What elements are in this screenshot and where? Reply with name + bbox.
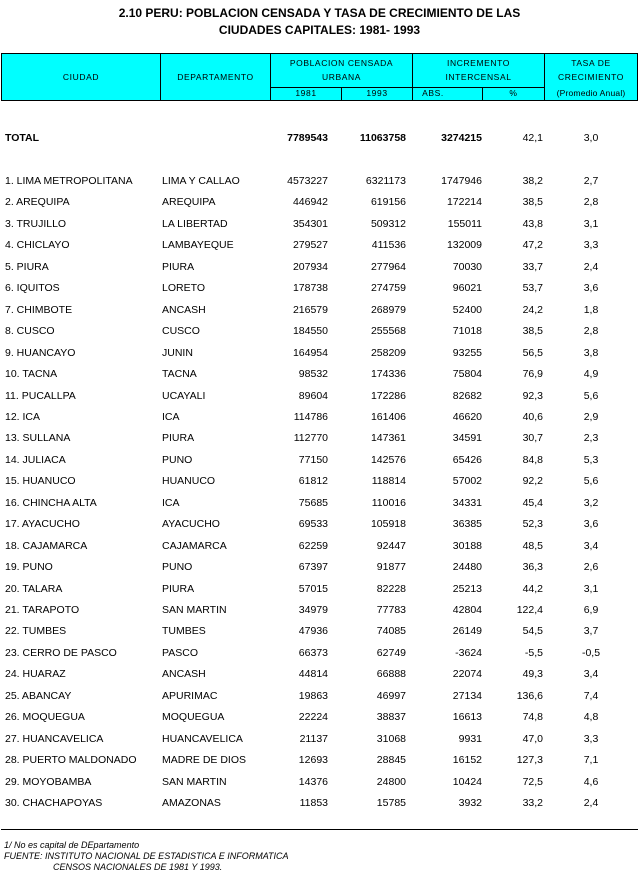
pop-1993: 91877 — [376, 561, 406, 573]
growth-rate: 5,6 — [583, 390, 599, 402]
pop-1993: 31068 — [376, 733, 406, 745]
growth-rate: 3,3 — [583, 733, 599, 745]
table-row — [0, 795, 639, 811]
header-abs: ABS. — [422, 88, 444, 98]
growth-rate: 4,6 — [583, 776, 599, 788]
growth-rate: 1,8 — [583, 304, 599, 316]
pop-1981: 12693 — [298, 754, 328, 766]
pop-1993: 77783 — [376, 604, 406, 616]
department: LORETO — [162, 282, 205, 294]
department: LA LIBERTAD — [162, 218, 228, 230]
city-name: 28. PUERTO MALDONADO — [5, 754, 137, 766]
increment-pct: 48,5 — [522, 540, 543, 552]
source-line-1: FUENTE: INSTITUTO NACIONAL DE ESTADISTICA E INFORMATICA — [4, 851, 289, 861]
pop-1993: 6321173 — [365, 175, 406, 187]
increment-pct: 36,3 — [522, 561, 543, 573]
city-name: 1. LIMA METROPOLITANA — [5, 175, 133, 187]
total-1981: 7789543 — [287, 132, 328, 144]
increment-abs: 71018 — [452, 325, 482, 337]
increment-abs: 34591 — [452, 432, 482, 444]
pop-1981: 89604 — [298, 390, 328, 402]
increment-pct: 84,8 — [522, 454, 543, 466]
increment-pct: 43,8 — [522, 218, 543, 230]
growth-rate: 3,4 — [583, 540, 599, 552]
pop-1981: 75685 — [298, 497, 328, 509]
increment-pct: 49,3 — [522, 668, 543, 680]
city-name: 4. CHICLAYO — [5, 239, 70, 251]
total-row — [0, 130, 639, 146]
table-row — [0, 731, 639, 747]
pop-1993: 274759 — [370, 282, 406, 294]
pop-1993: 161406 — [370, 411, 406, 423]
increment-abs: 22074 — [452, 668, 482, 680]
department: MOQUEGUA — [162, 711, 225, 723]
increment-abs: -3624 — [455, 647, 482, 659]
table-row — [0, 388, 639, 404]
increment-pct: 53,7 — [522, 282, 543, 294]
department: APURIMAC — [162, 690, 218, 702]
growth-rate: 5,3 — [583, 454, 599, 466]
total-tasa: 3,0 — [583, 132, 599, 144]
increment-abs: 96021 — [452, 282, 482, 294]
source-line-2: CENSOS NACIONALES DE 1981 Y 1993. — [53, 862, 223, 872]
footer-divider — [1, 829, 638, 830]
growth-rate: 2,3 — [583, 432, 599, 444]
city-name: 29. MOYOBAMBA — [5, 776, 92, 788]
growth-rate: 2,4 — [583, 261, 599, 273]
pop-1993: 38837 — [376, 711, 406, 723]
increment-abs: 70030 — [452, 261, 482, 273]
table-row — [0, 430, 639, 446]
increment-pct: 74,8 — [522, 711, 543, 723]
increment-abs: 82682 — [452, 390, 482, 402]
pop-1993: 110016 — [371, 497, 406, 509]
table-row — [0, 194, 639, 210]
header-pct: % — [509, 88, 518, 98]
department: SAN MARTIN — [162, 776, 227, 788]
table-title-line-2: CIUDADES CAPITALES: 1981- 1993 — [218, 23, 421, 37]
pop-1993: 105918 — [370, 518, 406, 530]
city-name: 12. ICA — [5, 411, 41, 423]
growth-rate: 2,6 — [583, 561, 599, 573]
table-row — [0, 623, 639, 639]
pop-1993: 46997 — [376, 690, 406, 702]
pop-1993: 258209 — [370, 347, 406, 359]
header-poblacion-line-2: URBANA — [321, 72, 362, 82]
city-name: 19. PUNO — [5, 561, 53, 573]
table-row — [0, 709, 639, 725]
header-poblacion-line-1: POBLACION CENSADA — [289, 58, 394, 68]
growth-rate: 3,6 — [583, 518, 599, 530]
table-row — [0, 302, 639, 318]
increment-pct: 45,4 — [522, 497, 543, 509]
increment-pct: 56,5 — [522, 347, 543, 359]
table-row — [0, 473, 639, 489]
increment-abs: 24480 — [452, 561, 482, 573]
department: PIURA — [162, 261, 195, 273]
increment-pct: 38,5 — [522, 325, 543, 337]
increment-abs: 25213 — [452, 583, 482, 595]
department: PIURA — [162, 583, 195, 595]
pop-1981: 279527 — [292, 239, 328, 251]
department: ANCASH — [162, 304, 206, 316]
pop-1981: 67397 — [298, 561, 328, 573]
table-row — [0, 774, 639, 790]
department: TACNA — [162, 368, 197, 380]
increment-abs: 10424 — [452, 776, 482, 788]
table-row — [0, 237, 639, 253]
increment-abs: 16152 — [452, 754, 482, 766]
city-name: 23. CERRO DE PASCO — [5, 647, 117, 659]
growth-rate: 2,4 — [583, 797, 599, 809]
growth-rate: 3,1 — [583, 218, 599, 230]
city-name: 7. CHIMBOTE — [5, 304, 73, 316]
table-row — [0, 173, 639, 189]
table-row — [0, 345, 639, 361]
department: HUANCAVELICA — [162, 733, 243, 745]
city-name: 24. HUARAZ — [5, 668, 66, 680]
header-1981: 1981 — [295, 88, 317, 98]
pop-1993: 619156 — [370, 196, 406, 208]
table-row — [0, 452, 639, 468]
pop-1993: 62749 — [376, 647, 406, 659]
department: ICA — [162, 411, 180, 423]
pop-1993: 255568 — [370, 325, 406, 337]
pop-1981: 62259 — [298, 540, 328, 552]
pop-1981: 66373 — [298, 647, 328, 659]
pop-1993: 74085 — [376, 625, 406, 637]
table-row — [0, 645, 639, 661]
city-name: 8. CUSCO — [5, 325, 55, 337]
department: PASCO — [162, 647, 198, 659]
growth-rate: 3,3 — [583, 239, 599, 251]
department: PIURA — [162, 432, 195, 444]
increment-abs: 132009 — [446, 239, 482, 251]
pop-1981: 61812 — [298, 475, 328, 487]
table-row — [0, 216, 639, 232]
pop-1981: 184550 — [292, 325, 328, 337]
city-name: 10. TACNA — [5, 368, 58, 380]
table-row — [0, 666, 639, 682]
city-name: 22. TUMBES — [5, 625, 67, 637]
department: SAN MARTIN — [162, 604, 227, 616]
department: LAMBAYEQUE — [162, 239, 234, 251]
table-row — [0, 559, 639, 575]
pop-1993: 92447 — [376, 540, 406, 552]
pop-1981: 11853 — [299, 797, 328, 809]
growth-rate: 4,9 — [583, 368, 599, 380]
increment-pct: 44,2 — [522, 583, 543, 595]
table-row — [0, 516, 639, 532]
footnote: 1/ No es capital de DEpartamento — [4, 840, 140, 850]
city-name: 21. TARAPOTO — [5, 604, 80, 616]
growth-rate: 7,4 — [583, 690, 599, 702]
city-name: 20. TALARA — [5, 583, 63, 595]
header-departamento: DEPARTAMENTO — [177, 71, 254, 82]
pop-1993: 277964 — [370, 261, 406, 273]
pop-1981: 164954 — [292, 347, 328, 359]
department: ICA — [162, 497, 180, 509]
city-name: 2. AREQUIPA — [5, 196, 70, 208]
increment-abs: 155011 — [447, 218, 482, 230]
increment-abs: 52400 — [452, 304, 482, 316]
table-row — [0, 323, 639, 339]
header-incremento-line-1: INCREMENTO — [447, 58, 510, 68]
pop-1993: 82228 — [376, 583, 406, 595]
increment-pct: 40,6 — [522, 411, 543, 423]
pop-1993: 174336 — [370, 368, 406, 380]
increment-abs: 3932 — [458, 797, 482, 809]
table-row — [0, 581, 639, 597]
pop-1981: 216579 — [292, 304, 328, 316]
department: CAJAMARCA — [162, 540, 227, 552]
table-row — [0, 602, 639, 618]
pop-1981: 354301 — [292, 218, 328, 230]
growth-rate: 3,7 — [583, 625, 599, 637]
increment-pct: 76,9 — [522, 368, 543, 380]
increment-pct: 38,2 — [522, 175, 543, 187]
growth-rate: 5,6 — [583, 475, 599, 487]
city-name: 6. IQUITOS — [5, 282, 60, 294]
city-name: 25. ABANCAY — [5, 690, 72, 702]
pop-1981: 4573227 — [287, 175, 328, 187]
pop-1993: 268979 — [370, 304, 406, 316]
table-title-line-1: 2.10 PERU: POBLACION CENSADA Y TASA DE CRECIMIENTO DE LAS — [118, 6, 521, 20]
city-name: 15. HUANUCO — [5, 475, 76, 487]
table-row — [0, 752, 639, 768]
increment-abs: 65426 — [452, 454, 482, 466]
increment-abs: 9931 — [458, 733, 482, 745]
growth-rate: 3,1 — [583, 583, 599, 595]
department: UCAYALI — [162, 390, 206, 402]
city-name: 16. CHINCHA ALTA — [5, 497, 97, 509]
increment-abs: 36385 — [452, 518, 482, 530]
department: JUNIN — [162, 347, 193, 359]
growth-rate: 2,8 — [583, 325, 599, 337]
city-name: 30. CHACHAPOYAS — [5, 797, 103, 809]
pop-1981: 47936 — [298, 625, 328, 637]
pop-1993: 147361 — [370, 432, 406, 444]
city-name: 13. SULLANA — [5, 432, 71, 444]
pop-1993: 118814 — [371, 475, 406, 487]
increment-abs: 30188 — [452, 540, 482, 552]
total-label: TOTAL — [5, 132, 40, 144]
increment-pct: 54,5 — [522, 625, 543, 637]
city-name: 14. JULIACA — [5, 454, 66, 466]
department: CUSCO — [162, 325, 200, 337]
department: LIMA Y CALLAO — [162, 175, 240, 187]
increment-pct: 24,2 — [522, 304, 543, 316]
increment-abs: 57002 — [452, 475, 482, 487]
city-name: 9. HUANCAYO — [5, 347, 76, 359]
pop-1981: 34979 — [298, 604, 328, 616]
increment-abs: 34331 — [452, 497, 482, 509]
table-row — [0, 538, 639, 554]
pop-1993: 142576 — [370, 454, 406, 466]
increment-abs: 16613 — [452, 711, 482, 723]
increment-abs: 26149 — [452, 625, 482, 637]
header-tasa-line-1: TASA DE — [571, 58, 611, 68]
department: MADRE DE DIOS — [162, 754, 247, 766]
increment-pct: -5,5 — [524, 647, 543, 659]
department: PUNO — [162, 561, 193, 573]
increment-pct: 33,2 — [522, 797, 543, 809]
city-name: 11. PUCALLPA — [5, 390, 76, 402]
city-name: 5. PIURA — [5, 261, 49, 273]
table-header — [1, 53, 638, 101]
department: ANCASH — [162, 668, 206, 680]
header-1993: 1993 — [366, 88, 388, 98]
city-name: 26. MOQUEGUA — [5, 711, 85, 723]
increment-abs: 93255 — [452, 347, 482, 359]
department: AYACUCHO — [162, 518, 220, 530]
increment-pct: 47,0 — [522, 733, 543, 745]
growth-rate: 4,8 — [583, 711, 599, 723]
pop-1981: 207934 — [292, 261, 328, 273]
pop-1981: 44814 — [298, 668, 328, 680]
department: AMAZONAS — [162, 797, 221, 809]
total-pct: 42,1 — [522, 132, 543, 144]
header-tasa-line-2: CRECIMIENTO — [558, 72, 624, 82]
total-1993: 11063758 — [359, 132, 406, 144]
pop-1981: 22224 — [298, 711, 328, 723]
increment-abs: 172214 — [446, 196, 482, 208]
header-incremento-line-2: INTERCENSAL — [445, 72, 512, 82]
department: PUNO — [162, 454, 193, 466]
growth-rate: 6,9 — [583, 604, 599, 616]
table-row — [0, 259, 639, 275]
city-name: 27. HUANCAVELICA — [5, 733, 104, 745]
pop-1993: 28845 — [376, 754, 406, 766]
pop-1981: 14376 — [298, 776, 328, 788]
growth-rate: 2,9 — [583, 411, 599, 423]
table-row — [0, 280, 639, 296]
growth-rate: -0,5 — [581, 647, 601, 659]
increment-abs: 42804 — [452, 604, 482, 616]
growth-rate: 3,6 — [583, 282, 599, 294]
pop-1993: 509312 — [370, 218, 406, 230]
city-name: 3. TRUJILLO — [5, 218, 67, 230]
increment-abs: 1747946 — [441, 175, 482, 187]
pop-1981: 57015 — [298, 583, 328, 595]
header-tasa-line-3: (Promedio Anual) — [556, 88, 626, 98]
total-abs: 3274215 — [441, 132, 482, 144]
increment-pct: 92,3 — [522, 390, 543, 402]
table-row — [0, 688, 639, 704]
pop-1993: 411536 — [371, 239, 406, 251]
pop-1993: 15785 — [376, 797, 406, 809]
growth-rate: 3,8 — [583, 347, 599, 359]
pop-1981: 19863 — [298, 690, 328, 702]
pop-1993: 66888 — [376, 668, 406, 680]
city-name: 18. CAJAMARCA — [5, 540, 88, 552]
pop-1981: 77150 — [298, 454, 328, 466]
increment-pct: 52,3 — [522, 518, 543, 530]
growth-rate: 3,4 — [583, 668, 599, 680]
growth-rate: 2,7 — [583, 175, 599, 187]
pop-1981: 178738 — [292, 282, 328, 294]
increment-abs: 46620 — [452, 411, 482, 423]
increment-pct: 72,5 — [522, 776, 543, 788]
increment-pct: 30,7 — [522, 432, 543, 444]
pop-1981: 69533 — [298, 518, 328, 530]
table-row — [0, 495, 639, 511]
department: HUANUCO — [162, 475, 216, 487]
growth-rate: 7,1 — [583, 754, 599, 766]
increment-pct: 47,2 — [522, 239, 543, 251]
city-name: 17. AYACUCHO — [5, 518, 80, 530]
increment-pct: 122,4 — [516, 604, 543, 616]
department: TUMBES — [162, 625, 206, 637]
increment-pct: 92,2 — [522, 475, 543, 487]
table-row — [0, 366, 639, 382]
increment-pct: 136,6 — [516, 690, 543, 702]
growth-rate: 2,8 — [583, 196, 599, 208]
table-row — [0, 409, 639, 425]
growth-rate: 3,2 — [583, 497, 599, 509]
increment-pct: 38,5 — [522, 196, 543, 208]
increment-abs: 75804 — [452, 368, 482, 380]
pop-1981: 446942 — [292, 196, 328, 208]
increment-abs: 27134 — [452, 690, 482, 702]
pop-1981: 21137 — [299, 733, 328, 745]
increment-pct: 33,7 — [522, 261, 543, 273]
increment-pct: 127,3 — [516, 754, 543, 766]
header-ciudad: CIUDAD — [62, 71, 100, 82]
department: AREQUIPA — [162, 196, 216, 208]
pop-1993: 24800 — [376, 776, 406, 788]
pop-1981: 112770 — [293, 432, 328, 444]
pop-1981: 98532 — [298, 368, 328, 380]
pop-1993: 172286 — [370, 390, 406, 402]
pop-1981: 114786 — [293, 411, 328, 423]
